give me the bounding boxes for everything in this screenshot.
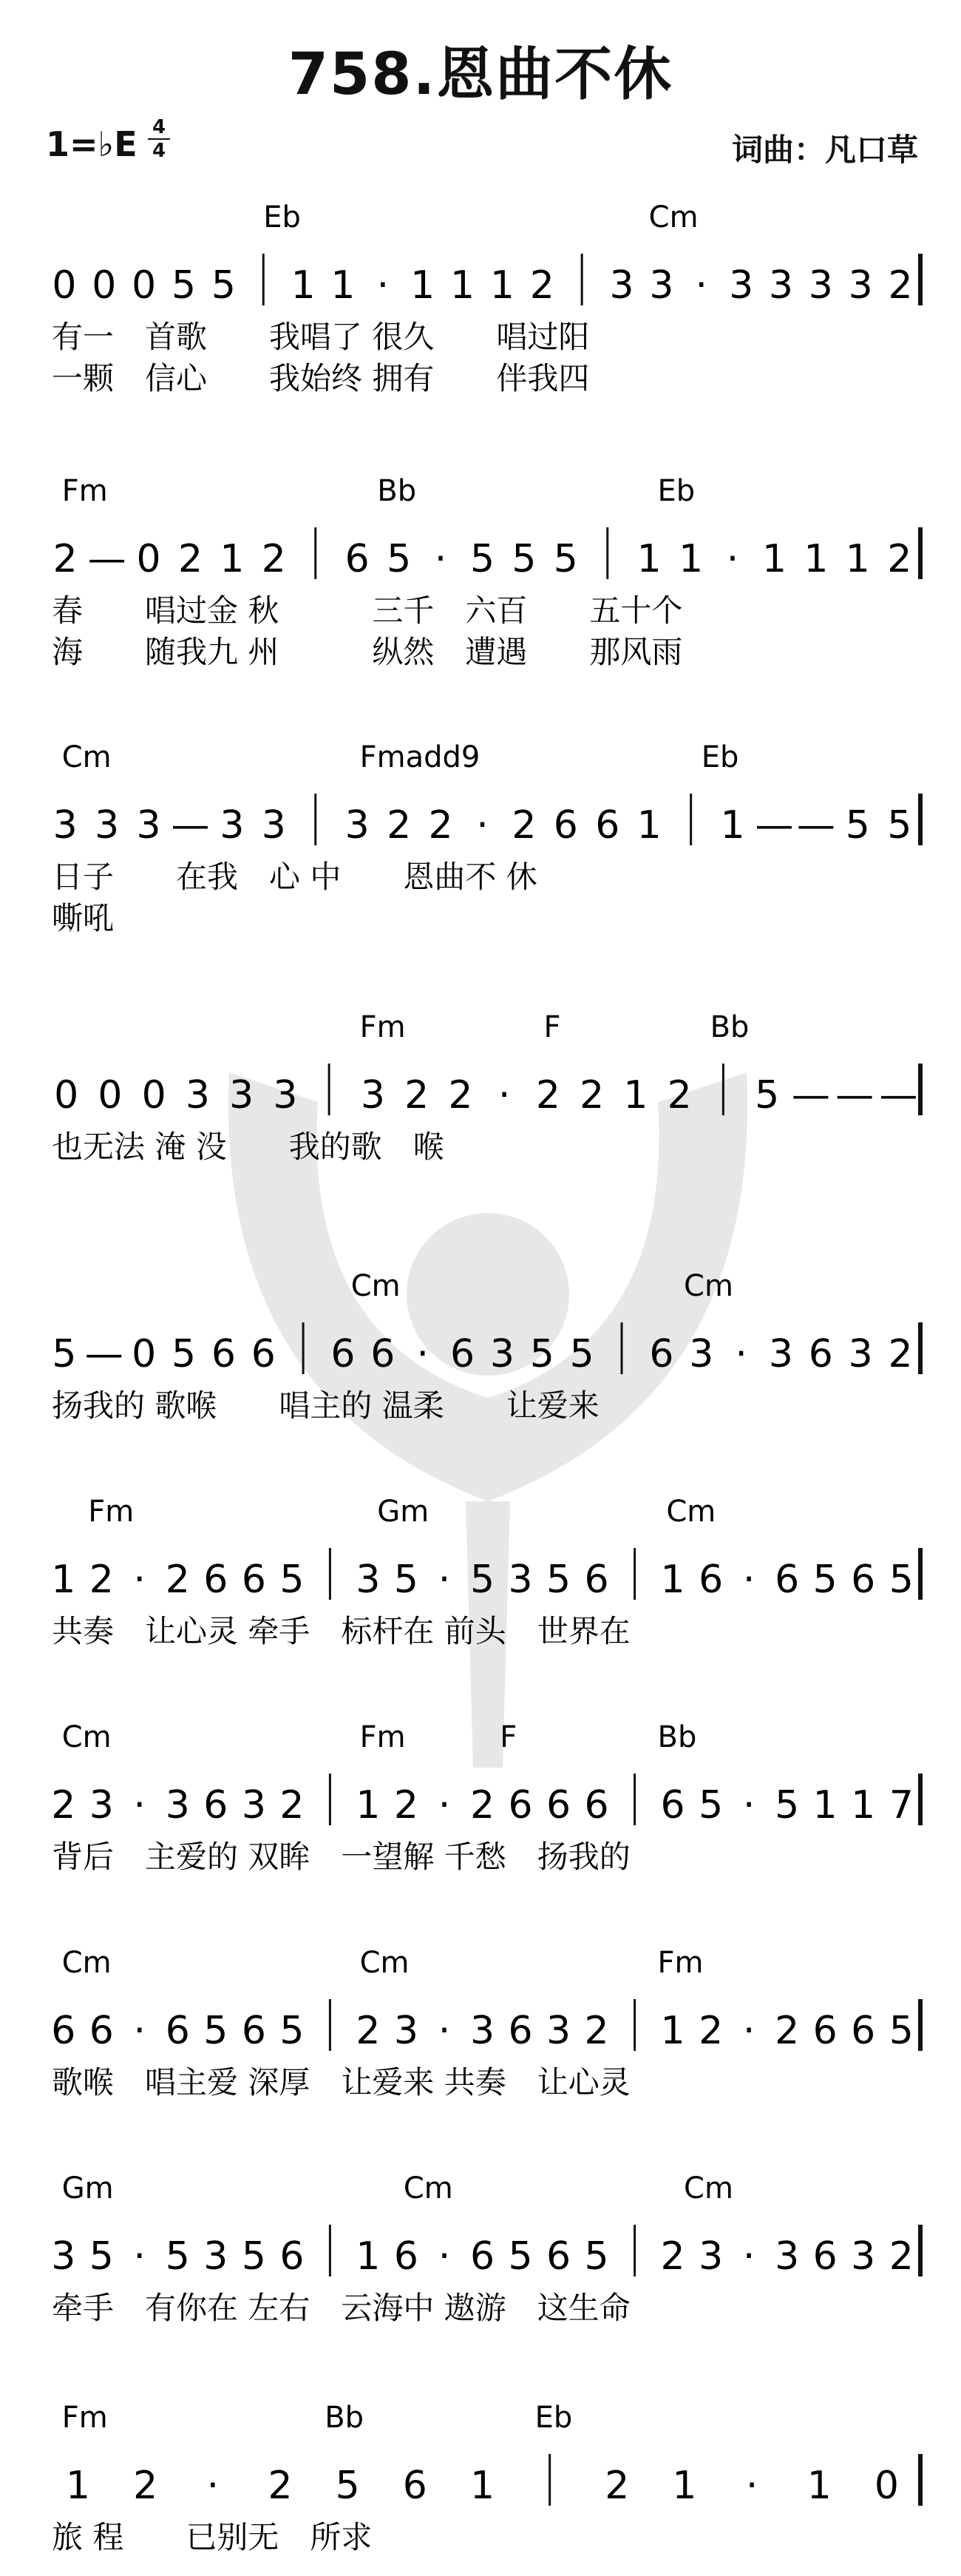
note: 3 [546,2009,571,2053]
note: 6 [51,2009,76,2053]
note: 3 [51,2234,76,2279]
chord-symbol: Cm [61,1946,112,1980]
lyric-line: 海 随我九 州 纵然 遭遇 那风雨 [52,634,683,670]
note: 0 [136,537,161,581]
chord-symbol: F [543,1010,561,1044]
chord-symbol: Bb [377,474,417,508]
note: 6 [279,2234,305,2279]
note: 3 [165,1783,190,1828]
lyric-line: 嘶吼 [52,900,115,936]
note: 6 [402,2464,427,2508]
note: — [171,803,210,848]
note: 1 [845,537,870,581]
note: 2 [888,1332,913,1376]
note: 3 [356,1558,381,1602]
note: 5 [755,1073,780,1118]
note: 6 [165,2009,190,2053]
note: 6 [595,803,620,848]
chord-symbol: Eb [534,2401,573,2435]
lyric-line: 也无法 淹 没 我的歌 喉 [52,1129,444,1165]
chord-symbol: Eb [657,474,696,508]
chord-symbol: Fm [657,1946,704,1980]
note: 6 [203,1558,228,1602]
note: 5 [553,537,578,581]
note: 5 [387,537,412,581]
note: · [133,2009,146,2053]
note: 1 [636,803,662,848]
note: 6 [450,1332,475,1376]
song-title: 758.恩曲不休 [288,41,673,108]
note: · [438,1558,451,1602]
note: 2 [177,537,203,581]
note: 3 [768,1332,794,1376]
note: 3 [808,263,833,308]
note: 6 [241,2009,266,2053]
note: 3 [489,1332,515,1376]
note: 1 [812,1783,838,1828]
note: 3 [360,1073,385,1118]
note: 3 [203,2234,228,2279]
meter-top: 4 [152,116,166,138]
note: 2 [667,1073,692,1118]
note: 6 [546,1783,571,1828]
note: 5 [699,1783,724,1828]
note: · [745,2464,758,2508]
note: 3 [229,1073,254,1118]
note: 2 [529,263,554,308]
note: 5 [569,1332,594,1376]
note: 5 [335,2464,360,2508]
note: 6 [649,1332,674,1376]
note: 3 [729,263,754,308]
note: 6 [370,1332,395,1376]
note: 6 [851,2009,876,2053]
note: · [438,2234,451,2279]
note: 2 [133,2464,158,2508]
note: 5 [211,263,236,308]
note: 3 [699,2234,724,2279]
note: 3 [241,1783,266,1828]
note: 1 [623,1073,648,1118]
note: 3 [649,263,674,308]
note: 0 [52,263,77,308]
chord-symbol: Cm [359,1946,410,1980]
note: 6 [584,1783,609,1828]
note: — [791,1073,830,1118]
note: · [133,2234,146,2279]
note: 5 [203,2009,228,2053]
note: 6 [393,2234,419,2279]
note: 5 [889,2009,914,2053]
note: · [742,1558,755,1602]
note: · [735,1332,747,1376]
chord-symbol: Cm [350,1269,401,1303]
lyric-line: 背后 主爱的 双眸 一望解 千愁 扬我的 [52,1839,631,1875]
note: 5 [887,803,912,848]
note: 1 [804,537,829,581]
note: 1 [51,1558,76,1602]
note: — [796,803,835,848]
note: 2 [52,537,78,581]
chord-symbol: Cm [403,2171,453,2205]
note: 5 [279,2009,305,2053]
note: · [726,537,739,581]
note: 1 [220,537,245,581]
note: 1 [330,263,356,308]
note: 2 [404,1073,429,1118]
note: 5 [171,263,197,308]
note: · [476,803,489,848]
note: 6 [553,803,578,848]
note: 1 [720,803,745,848]
note: 2 [268,2464,293,2508]
note: 5 [469,1558,495,1602]
note: 0 [874,2464,899,2508]
note: — [84,1332,123,1376]
note: 2 [888,263,913,308]
chord-symbol: Bb [710,1010,750,1044]
note: 1 [450,263,475,308]
note: 6 [851,1558,876,1602]
chord-symbol: Gm [377,1495,429,1529]
note: 0 [98,1073,123,1118]
note: 2 [356,2009,381,2053]
chord-symbol: Cm [684,1269,733,1303]
note: 5 [529,1332,554,1376]
note: 5 [508,2234,533,2279]
note: 3 [344,803,370,848]
note: 5 [89,2234,114,2279]
note: 2 [448,1073,473,1118]
note: 3 [851,2234,876,2279]
chord-symbol: Fmadd9 [359,740,480,774]
note: 1 [761,537,787,581]
note: — [879,1073,918,1118]
note: 3 [220,803,245,848]
note: 6 [699,1558,724,1602]
note: 2 [889,2234,914,2279]
note: 5 [469,537,495,581]
note: 1 [636,537,662,581]
chord-symbol: Cm [61,740,112,774]
note: 3 [768,263,794,308]
note: 5 [279,1558,305,1602]
note: 6 [344,537,370,581]
chord-symbol: Fm [61,2401,108,2435]
chord-symbol: Gm [61,2171,114,2205]
note: 1 [851,1783,876,1828]
note: 6 [584,1558,609,1602]
note: 1 [489,263,515,308]
note: 5 [393,1558,419,1602]
note: 7 [889,1783,914,1828]
note: 6 [808,1332,833,1376]
lyric-line: 共奏 让心灵 牵手 标杆在 前头 世界在 [52,1613,631,1649]
chord-symbol: F [500,1720,517,1754]
note: 6 [469,2234,495,2279]
note: · [416,1332,429,1376]
note: 6 [211,1332,236,1376]
note: — [87,537,126,581]
lyric-line: 日子 在我 心 中 恩曲不 休 [52,859,537,895]
note: · [438,2009,451,2053]
lyric-line: 春 唱过金 秋 三千 六百 五十个 [52,592,683,629]
note: 5 [546,1558,571,1602]
chord-symbol: Fm [61,474,108,508]
note: 2 [51,1783,76,1828]
note: 2 [165,1558,190,1602]
note: 3 [469,2009,495,2053]
note: 2 [89,1558,114,1602]
lyric-line: 有一 首歌 我唱了 很久 唱过阳 [52,319,590,355]
note: 3 [52,803,78,848]
note: 5 [171,1332,197,1376]
note: · [695,263,708,308]
chord-symbol: Cm [666,1495,716,1529]
note: — [835,1073,875,1118]
meter-bottom: 4 [152,140,166,162]
note: · [434,537,447,581]
note: 3 [775,2234,800,2279]
note: · [742,2234,755,2279]
chord-symbol: Fm [88,1495,135,1529]
note: 6 [241,1558,266,1602]
note: 5 [512,537,537,581]
note: 2 [660,2234,685,2279]
note: 5 [52,1332,77,1376]
note: 6 [775,1558,800,1602]
note: 5 [165,2234,190,2279]
note: 2 [580,1073,605,1118]
chord-symbol: Bb [325,2401,364,2435]
note: 6 [89,2009,114,2053]
note: 5 [241,2234,266,2279]
note: 2 [887,537,912,581]
note: 1 [660,2009,685,2053]
note: 1 [66,2464,91,2508]
chord-symbol: Cm [684,2171,733,2205]
note: · [742,2009,755,2053]
chord-symbol: Eb [701,740,739,774]
note: 6 [660,1783,685,1828]
note: 3 [89,1783,114,1828]
note: 3 [95,803,120,848]
lyric-line: 牵手 有你在 左右 云海中 遨游 这生命 [52,2290,631,2326]
note: · [133,1558,146,1602]
note: 5 [889,1558,914,1602]
note: · [376,263,390,308]
note: 6 [330,1332,356,1376]
lyric-line: 扬我的 歌喉 唱主的 温柔 让爱来 [52,1387,600,1424]
note: 1 [660,1558,685,1602]
note: 2 [699,2009,724,2053]
lyric-line: 旅 程 已别无 所求 [52,2519,373,2555]
note: 2 [584,2009,609,2053]
note: 3 [185,1073,210,1118]
chord-symbol: Fm [359,1010,406,1044]
note: 2 [775,2009,800,2053]
note: 5 [584,2234,609,2279]
note: 0 [141,1073,166,1118]
note: 1 [807,2464,832,2508]
note: 1 [356,1783,381,1828]
note: · [206,2464,220,2508]
note: 6 [812,2009,838,2053]
note: 2 [605,2464,630,2508]
lyric-line: 一颗 信心 我始终 拥有 伴我四 [52,360,590,396]
note: 3 [261,803,286,848]
note: 2 [393,1783,419,1828]
note: 6 [203,1783,228,1828]
note: 2 [279,1783,305,1828]
note: 0 [132,263,157,308]
note: 0 [132,1332,157,1376]
note: 3 [393,2009,419,2053]
note: 6 [546,2234,571,2279]
note: 2 [387,803,412,848]
note: 0 [54,1073,79,1118]
note: 5 [775,1783,800,1828]
note: 1 [679,537,704,581]
note: 1 [291,263,316,308]
note: — [755,803,794,848]
note: 1 [672,2464,697,2508]
note: 2 [469,1783,495,1828]
note: 2 [261,537,286,581]
chord-symbol: Bb [657,1720,697,1754]
note: · [742,1783,755,1828]
note: 6 [251,1332,276,1376]
note: 3 [848,263,873,308]
note: · [133,1783,146,1828]
note: · [498,1073,511,1118]
note: 3 [136,803,161,848]
note: · [438,1783,451,1828]
note: 2 [512,803,537,848]
composer-credit: 词曲：凡口草 [731,132,918,168]
note: 1 [410,263,435,308]
note: 6 [508,1783,533,1828]
key-signature: 1=♭E [46,124,137,164]
lyric-line: 歌喉 唱主爱 深厚 让爱来 共奏 让心灵 [52,2064,631,2100]
note: 3 [273,1073,298,1118]
note: 3 [609,263,634,308]
note: 0 [92,263,117,308]
note: 1 [469,2464,495,2508]
chord-symbol: Eb [263,200,301,234]
note: 1 [356,2234,381,2279]
chord-symbol: Cm [648,200,699,234]
note: 2 [428,803,453,848]
chord-symbol: Fm [359,1720,406,1754]
note: 3 [689,1332,714,1376]
note: 6 [812,2234,838,2279]
note: 5 [812,1558,838,1602]
note: 5 [845,803,870,848]
note: 6 [508,2009,533,2053]
chord-symbol: Cm [61,1720,112,1754]
note: 2 [535,1073,560,1118]
note: 3 [848,1332,873,1376]
note: 3 [508,1558,533,1602]
